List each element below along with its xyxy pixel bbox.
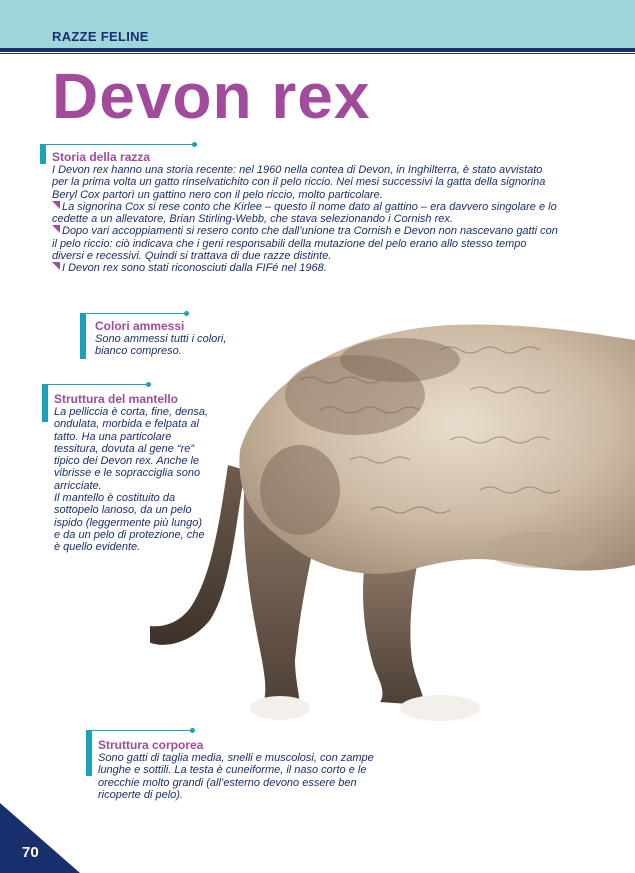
colors-text: Sono ammessi tutti i colori, bianco compreso. <box>95 333 227 358</box>
page-corner-decoration <box>0 803 80 873</box>
coat-heading: Struttura del mantello <box>54 392 179 406</box>
section-dot <box>184 311 189 316</box>
body-section <box>86 730 376 801</box>
header-rule-thin <box>0 53 635 54</box>
history-paragraph-2: La signorina Cox si rese conto che Kirlee – questo il nome dato al gattino – era davvero singolare e lo cedette a un allevatore, Brian Stirling-Webb, che stava selezionando i Cornish rex. <box>52 200 557 226</box>
section-rule <box>92 730 192 731</box>
section-rail <box>80 313 86 359</box>
coat-section <box>42 384 217 554</box>
section-rule <box>86 313 186 314</box>
section-rail <box>42 384 48 422</box>
body-heading: Struttura corporea <box>98 738 204 752</box>
colors-heading: Colori ammessi <box>95 319 185 333</box>
section-rail <box>40 144 46 164</box>
page-number: 70 <box>22 844 39 861</box>
section-rule <box>46 144 194 145</box>
section-dot <box>146 382 151 387</box>
history-paragraph-4: I Devon rex sono stati riconosciuti dalla FIFé nel 1968. <box>52 262 560 274</box>
header-rule <box>0 48 635 52</box>
section-dot <box>192 142 197 147</box>
cat-photo <box>150 300 635 740</box>
colors-section <box>80 313 250 358</box>
body-text: Sono gatti di taglia media, snelli e muscolosi, con zampe lunghe e sottili. La testa è cuneiforme, il naso corto e le orecchie molto grandi (all’esterno devono essere ben ricoperte di pelo). <box>98 752 374 801</box>
coat-paragraph-1: La pelliccia è corta, fine, densa, ondulata, morbida e felpata al tatto. Ha una particolare tessitura, dovuta al gene “re” tipico dei Devon rex. Anche le vibrisse e le sopracciglia sono arricciate. <box>54 406 209 492</box>
section-label: RAZZE FELINE <box>52 29 149 44</box>
section-rail <box>86 730 92 776</box>
history-paragraph-3: Dopo vari accoppiamenti si resero conto che dall’unione tra Cornish e Devon non nascevano gatti con il pelo riccio: ciò indicava che i geni responsabili della mutazione del pelo erano allo stesso tempo diversi e recessivi. Quindi si trattava di due razze distinte. <box>52 225 558 263</box>
section-rule <box>48 384 148 385</box>
history-paragraph-1: I Devon rex hanno una storia recente: nel 1960 nella contea di Devon, in Inghilterra, è stato avvistato per la prima volta un gatto rinselvatichito con il pelo riccio. Nei mesi successivi la gatta della signorina Beryl Cox partorì un gattino nero con il pelo riccio, molto particolare. <box>52 164 546 201</box>
bullet-triangle-icon <box>52 201 60 209</box>
page-title: Devon rex <box>52 60 371 132</box>
section-dot <box>190 728 195 733</box>
bullet-triangle-icon <box>52 225 60 233</box>
history-heading: Storia della razza <box>52 150 151 164</box>
bullet-triangle-icon <box>52 262 60 270</box>
coat-paragraph-2: Il mantello è costituito da sottopelo lanoso, da un pelo ispido (leggermente più lungo) e da un pelo di protezione, che è quello evidente. <box>54 492 205 554</box>
history-section <box>40 144 560 275</box>
